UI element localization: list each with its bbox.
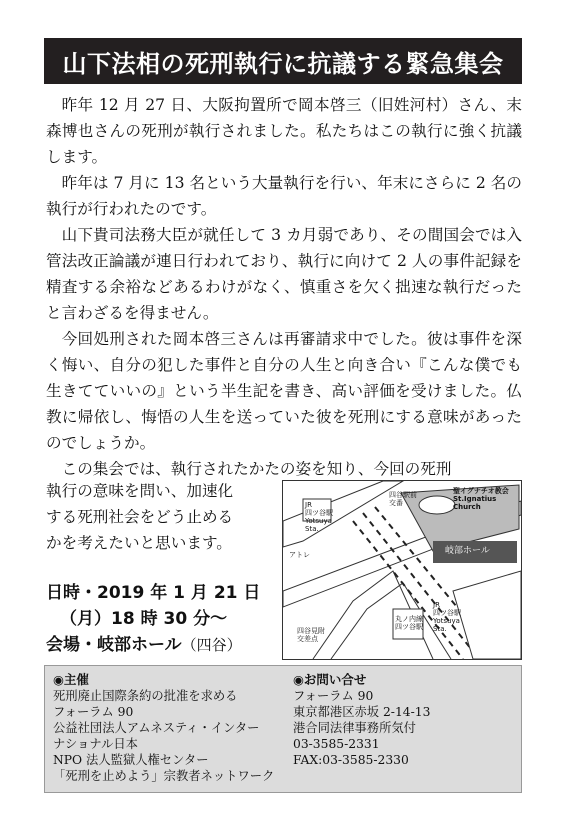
event-venue	[46, 632, 286, 658]
event-datetime-line1: 日時・2019 年 1 月 21 日	[46, 583, 261, 603]
contact-fax: FAX:03-3585-2330	[293, 753, 409, 767]
body-text	[46, 92, 522, 482]
contact-heading: ◉お問い合せ	[293, 672, 367, 687]
organizer-line: ナショナル日本	[53, 737, 138, 751]
organizer-line: フォーラム 90	[53, 705, 134, 719]
map-label-marunouchi: 丸ノ内線 四ツ谷駅	[395, 615, 423, 631]
paragraph-2: 昨年は 7 月に 13 名という大量執行を行い、年末にさらに 2 名の執行が行われたのです。	[46, 174, 522, 218]
venue-map	[282, 480, 522, 660]
event-info	[46, 580, 286, 658]
paragraph-1: 昨年 12 月 27 日、大阪拘置所で岡本啓三（旧姓河村）さん、末森博也さんの死刑が執行されました。私たちはこの執行に強く抗議します。	[46, 96, 522, 166]
contact-line: 港合同法律事務所気付	[293, 721, 416, 735]
paragraph-5-line-3: する死刑社会をどう止める	[46, 508, 234, 526]
paragraph-3: 山下貴司法務大臣が就任して 3 カ月弱であり、その間国会では入管法改正論議が連日行われており、執行に向けて 2 人の事件記録を精査する余裕などあるわけがなく、慎重さを欠く拙速な執行だったと言わざるを得ません。	[46, 226, 522, 322]
map-label-kibe-hall: 岐部ホール	[445, 546, 490, 556]
paragraph-5-line-2: 執行の意味を問い、加速化	[46, 482, 234, 500]
paragraph-4: 今回処刑された岡本啓三さんは再審請求中でした。彼は事件を深く悔い、自分の犯した事件と自分の人生と向き合い『こんな僕でも生きてていいの』という半生記を書き、高い評価を受けました。仏教に帰依し、悔悟の人生を送っていた彼を死刑にする意味があったのでしょうか。	[46, 330, 522, 452]
paragraph-5-continued	[46, 478, 278, 556]
organizer-line: NPO 法人監獄人権センター	[53, 753, 209, 767]
paragraph-5-line-4: かを考えたいと思います。	[46, 534, 232, 552]
map-label-jr-top: JR 四ツ谷駅 Yotsuya Sta.	[305, 501, 333, 533]
paragraph-5-line-1: この集会では、執行されたかたの姿を知り、今回の死刑	[61, 460, 452, 478]
contact-line: フォーラム 90	[293, 689, 374, 703]
organizer-line: 死刑廃止国際条約の批准を求める	[53, 689, 238, 703]
venue-paren: （四谷）	[181, 636, 242, 654]
page-title: 山下法相の死刑執行に抗議する緊急集会	[44, 38, 522, 84]
contact-phone: 03-3585-2331	[293, 737, 380, 751]
event-datetime-line2: （月）18 時 30 分～	[60, 609, 228, 629]
map-label-atore: アトレ	[289, 551, 310, 559]
contact-line: 東京都港区赤坂 2-14-13	[293, 705, 431, 719]
contact-column	[293, 672, 513, 768]
map-label-mitsuke: 四谷見附 交差点	[297, 627, 325, 643]
info-box	[44, 665, 522, 793]
venue-label: 会場・岐部ホール	[46, 635, 182, 655]
organizer-line: 公益社団法人アムネスティ・インター	[53, 721, 260, 735]
organizer-heading: ◉主催	[53, 672, 89, 687]
map-label-jr-bottom: JR 四ツ谷駅 Yotsuya Sta.	[433, 601, 461, 633]
map-label-koban: 四谷駅前 交番	[389, 491, 417, 507]
organizer-line: 「死刑を止めよう」宗教者ネットワーク	[53, 769, 275, 783]
map-label-church: 聖イグナチオ教会 St.Ignatius Church	[453, 487, 509, 511]
organizer-column	[53, 672, 293, 784]
